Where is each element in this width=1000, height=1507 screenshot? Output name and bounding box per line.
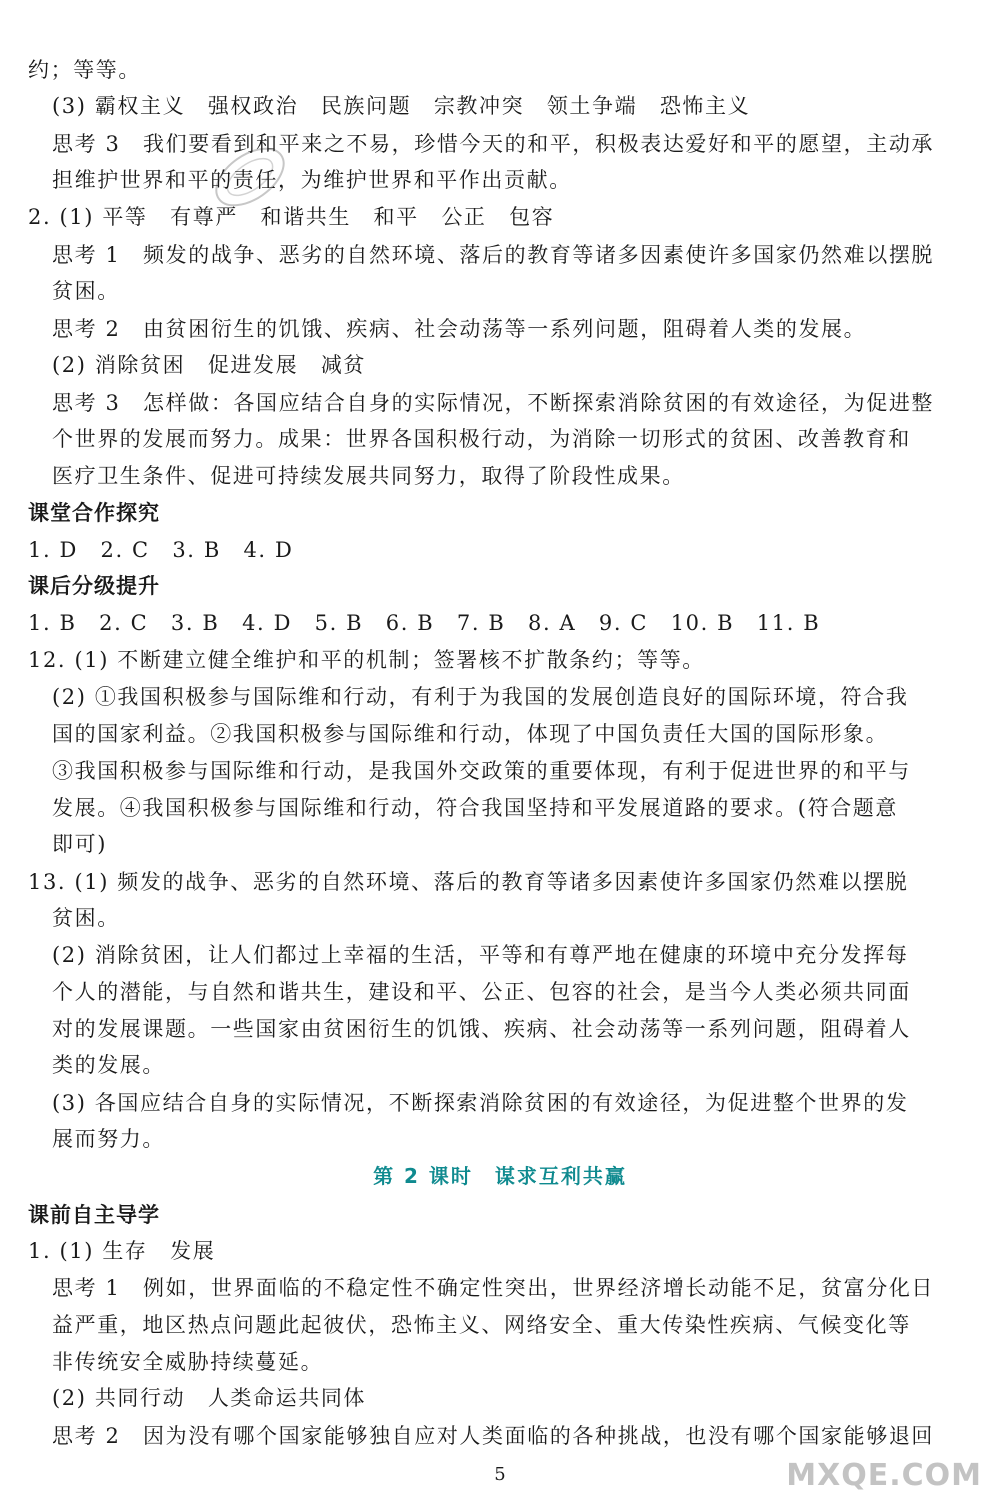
- answer-line: (2) 消除贫困，让人们都过上幸福的生活，平等和有尊严地在健康的环境中充分发挥每: [52, 943, 909, 967]
- answer-line: 益严重，地区热点问题此起彼伏，恐怖主义、网络安全、重大传染性疾病、气候变化等: [52, 1313, 911, 1337]
- answer-line: 思考 3 我们要看到和平来之不易，珍惜今天的和平，积极表达爱好和平的愿望，主动承: [52, 132, 935, 156]
- answer-line: 个世界的发展而努力。成果：世界各国积极行动，为消除一切形式的贫困、改善教育和: [52, 427, 911, 451]
- answer-line: 思考 3 怎样做：各国应结合自身的实际情况，不断探索消除贫困的有效途径，为促进整: [52, 391, 935, 415]
- answer-line: 1. B 2. C 3. B 4. D 5. B 6. B 7. B 8. A 9. C 10. B 11. B: [28, 611, 821, 635]
- answer-line: ③我国积极参与国际维和行动，是我国外交政策的重要体现，有利于促进世界的和平与: [52, 759, 911, 783]
- answer-line: (2) 消除贫困 促进发展 减贫: [52, 353, 367, 377]
- site-watermark: MXQE.COM: [786, 1458, 982, 1493]
- section-heading: 课后分级提升: [28, 574, 160, 598]
- answer-line: 思考 1 频发的战争、恶劣的自然环境、落后的教育等诸多因素使许多国家仍然难以摆脱: [52, 243, 935, 267]
- answer-line: 思考 2 由贫困衍生的饥饿、疾病、社会动荡等一系列问题，阻碍着人类的发展。: [52, 317, 867, 341]
- lesson-title: 第 2 课时 谋求互利共赢: [373, 1164, 627, 1188]
- answer-line: 国的国家利益。②我国积极参与国际维和行动，体现了中国负责任大国的国际形象。: [52, 722, 889, 746]
- answer-line: 13. (1) 频发的战争、恶劣的自然环境、落后的教育等诸多因素使许多国家仍然难以摆脱: [28, 870, 909, 894]
- answer-line: (2) ①我国积极参与国际维和行动，有利于为我国的发展创造良好的国际环境，符合我: [52, 685, 909, 709]
- answer-line: 发展。④我国积极参与国际维和行动，符合我国坚持和平发展道路的要求。(符合题意: [52, 796, 898, 820]
- answer-line: 贫困。: [52, 279, 120, 303]
- answer-line: 1. D 2. C 3. B 4. D: [28, 538, 294, 562]
- answer-line: 1. (1) 生存 发展: [28, 1239, 216, 1263]
- answer-line: 对的发展课题。一些国家由贫困衍生的饥饿、疾病、社会动荡等一系列问题，阻碍着人: [52, 1017, 911, 1041]
- answer-line: 担维护世界和平的责任，为维护世界和平作出贡献。: [52, 168, 572, 192]
- answer-line: (2) 共同行动 人类命运共同体: [52, 1386, 367, 1410]
- answer-line: 约；等等。: [28, 58, 141, 82]
- answer-line: 思考 1 例如，世界面临的不稳定性不确定性突出，世界经济增长动能不足，贫富分化日: [52, 1276, 935, 1300]
- answer-line: 展而努力。: [52, 1127, 165, 1151]
- page-number: 5: [494, 1464, 506, 1485]
- answer-line: 即可): [52, 832, 107, 856]
- answer-line: 2. (1) 平等 有尊严 和谐共生 和平 公正 包容: [28, 205, 555, 229]
- answer-line: 个人的潜能，与自然和谐共生，建设和平、公正、包容的社会，是当今人类必须共同面: [52, 980, 911, 1004]
- answer-line: (3) 各国应结合自身的实际情况，不断探索消除贫困的有效途径，为促进整个世界的发: [52, 1091, 909, 1115]
- answer-line: 类的发展。: [52, 1053, 165, 1077]
- answer-line: 医疗卫生条件、促进可持续发展共同努力，取得了阶段性成果。: [52, 464, 685, 488]
- section-heading: 课前自主导学: [28, 1203, 160, 1227]
- answer-line: 非传统安全威胁持续蔓延。: [52, 1350, 324, 1374]
- answer-line: 思考 2 因为没有哪个国家能够独自应对人类面临的各种挑战，也没有哪个国家能够退回: [52, 1424, 935, 1448]
- answer-line: 12. (1) 不断建立健全维护和平的机制；签署核不扩散条约；等等。: [28, 648, 705, 672]
- answer-line: (3) 霸权主义 强权政治 民族问题 宗教冲突 领土争端 恐怖主义: [52, 94, 751, 118]
- section-heading: 课堂合作探究: [28, 501, 160, 525]
- answer-line: 贫困。: [52, 906, 120, 930]
